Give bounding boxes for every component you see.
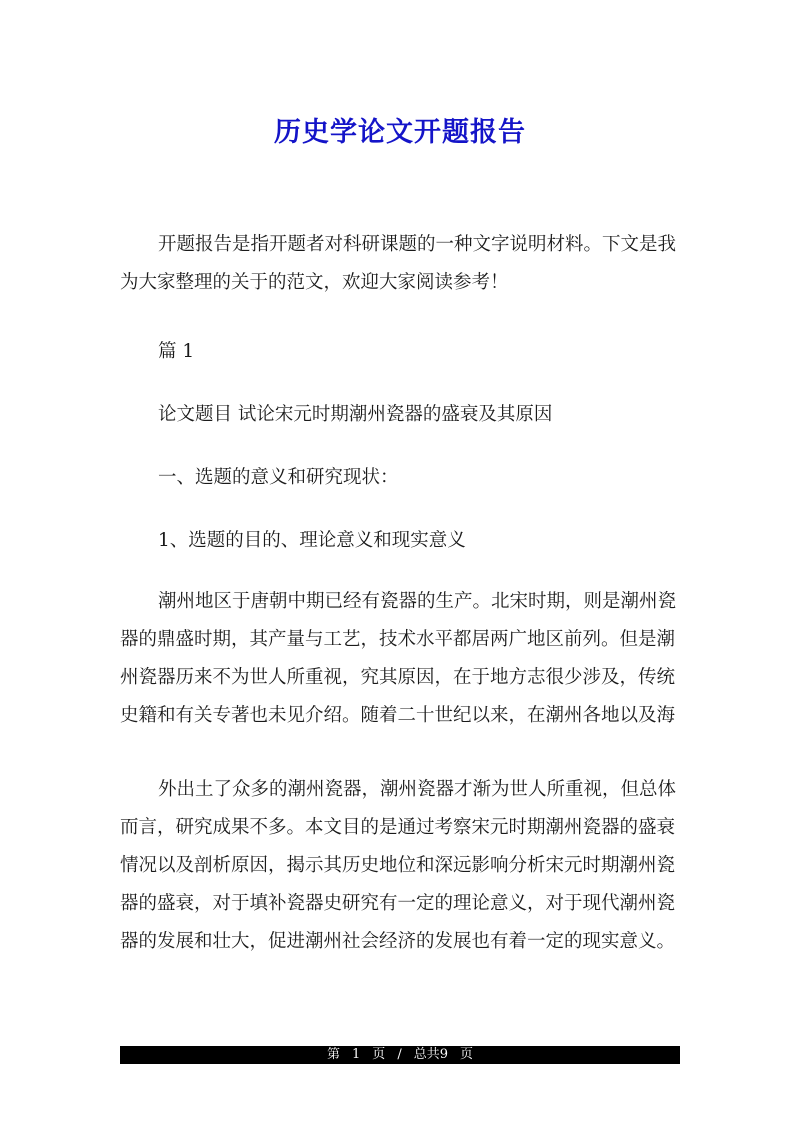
body-paragraph-1: 潮州地区于唐朝中期已经有瓷器的生产。北宋时期，则是潮州瓷器的鼎盛时期，其产量与工艺，技术水平都居两广地区前列。但是潮州瓷器历来不为世人所重视，究其原因，在于地方志很少涉及，传统史籍和有关专著也未见介绍。随着二十世纪以来，在潮州各地以及海 <box>120 591 677 726</box>
footer-page-suffix: 页 <box>372 1047 386 1062</box>
subheading-purpose: 1、选题的目的、理论意义和现实意义 <box>158 530 466 551</box>
intro-paragraph: 开题报告是指开题者对科研课题的一种文字说明材料。下文是我为大家整理的关于的范文，欢迎大家阅读参考！ <box>120 234 677 293</box>
footer-separator: / <box>397 1047 402 1062</box>
footer-page-number: 1 <box>352 1047 361 1062</box>
footer-total-label: 总共9 <box>413 1047 448 1062</box>
footer-total-suffix: 页 <box>459 1047 473 1062</box>
heading-significance: 一、选题的意义和研究现状： <box>158 467 399 488</box>
body-paragraph-2: 外出土了众多的潮州瓷器，潮州瓷器才渐为世人所重视，但总体而言，研究成果不多。本文目的是通过考察宋元时期潮州瓷器的盛衰情况以及剖析原因，揭示其历史地位和深远影响分析宋元时期潮州瓷器的盛衰，对于填补瓷器史研究有一定的理论意义，对于现代潮州瓷器的发展和壮大，促进潮州社会经济的发展也有着一定的现实意义。 <box>120 779 677 952</box>
document-title: 历史学论文开题报告 <box>274 117 526 148</box>
thesis-title-line: 论文题目 试论宋元时期潮州瓷器的盛衰及其原因 <box>158 404 553 425</box>
section-label: 篇 1 <box>158 341 195 362</box>
footer-page-prefix: 第 <box>327 1047 341 1062</box>
page-footer <box>120 1046 680 1064</box>
